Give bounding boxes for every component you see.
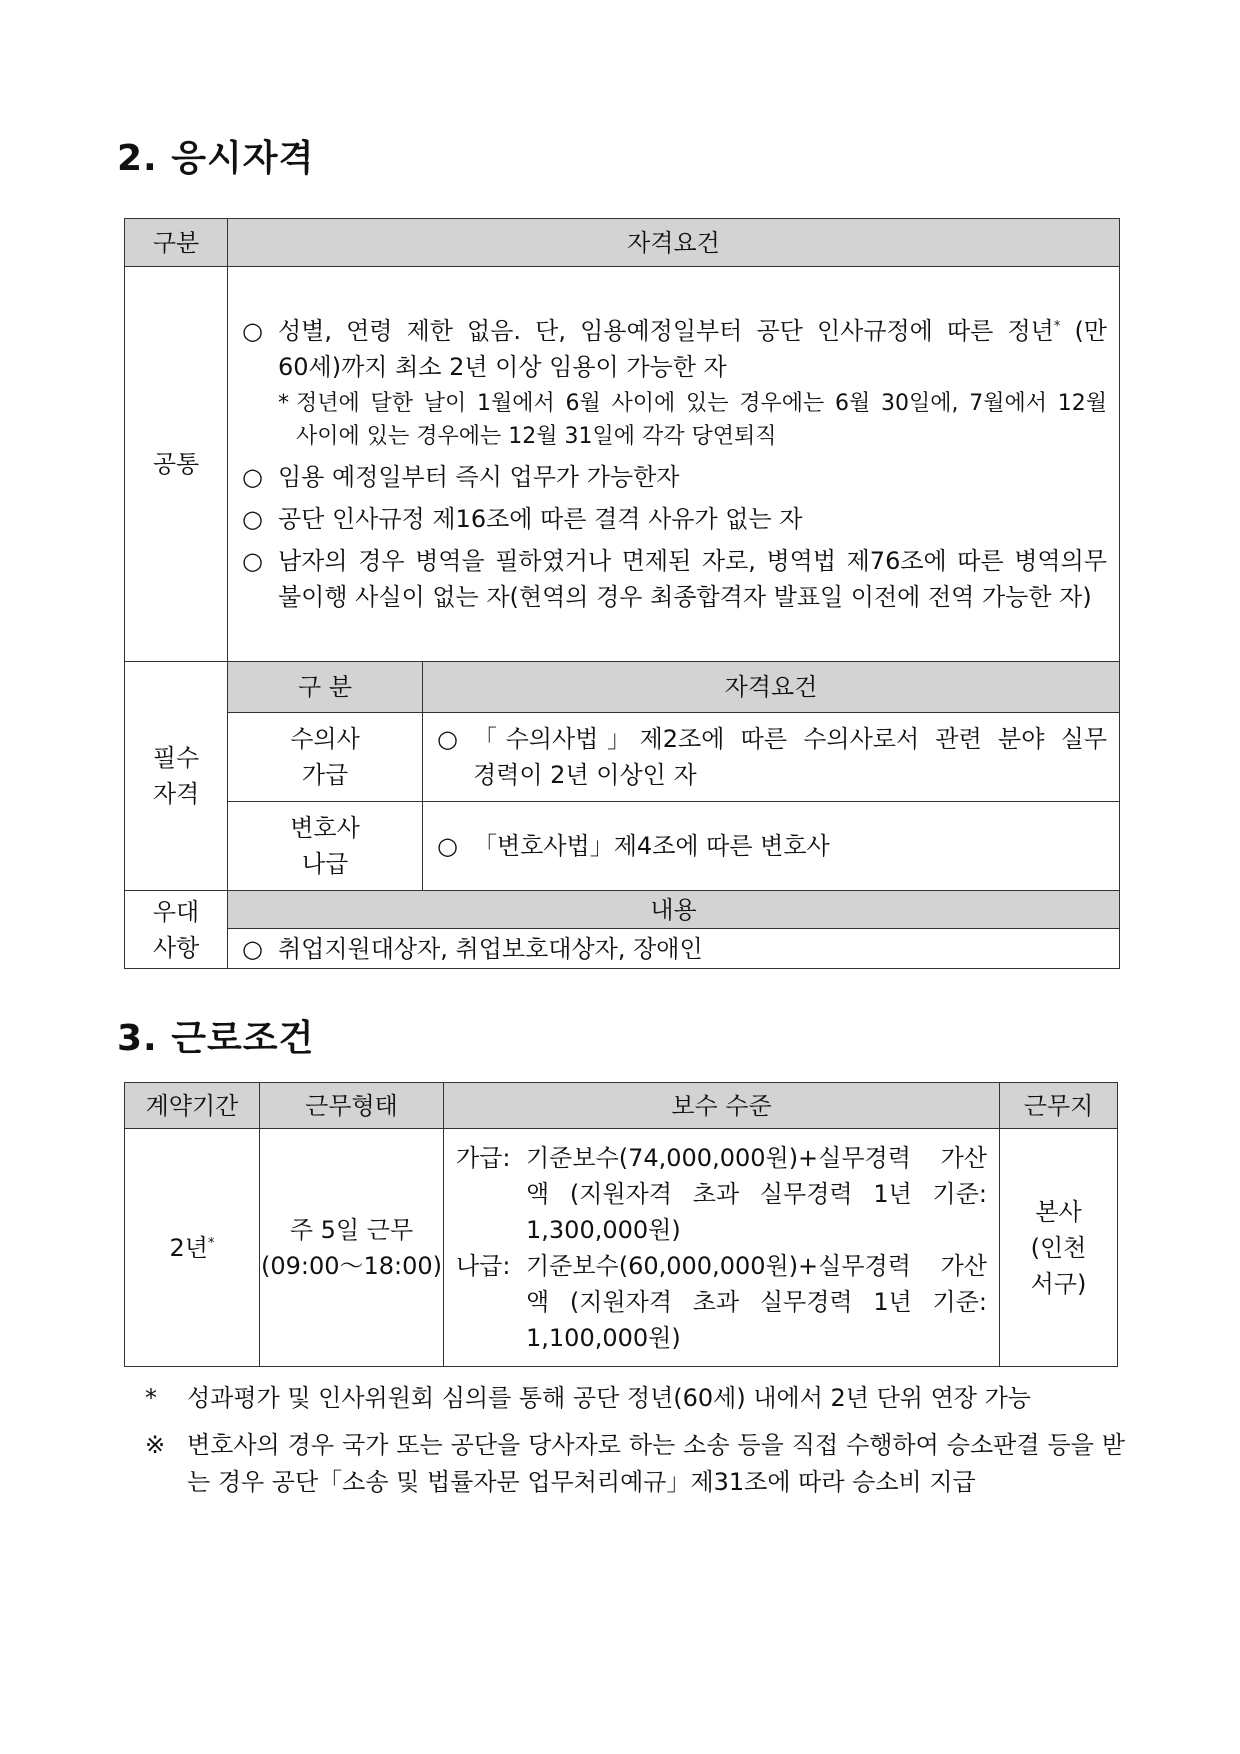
pay-grade-b: 나급: 기준보수(60,000,000원)+실무경력 가산액 (지원자격 초과 실무경력 1년 기준: 1,100,000원) xyxy=(456,1251,987,1352)
lawyer-requirement: ○ 「변호사법」제4조에 따른 변호사 xyxy=(423,801,1120,890)
header-category: 구분 xyxy=(125,219,228,267)
common-requirements xyxy=(228,267,1120,662)
sub-header-category: 구 분 xyxy=(228,662,423,712)
vet-requirement: ○ 「수의사법」제2조에 따른 수의사로서 관련 분야 실무 경력이 2년 이상인 자 xyxy=(423,712,1120,801)
preference-header: 내용 xyxy=(228,891,1120,929)
work-location: 본사 (인천 서구) xyxy=(1000,1129,1118,1367)
header-pay-level: 보수 수준 xyxy=(444,1083,1000,1129)
pay-level xyxy=(444,1129,1000,1367)
vet-type: 수의사 가급 xyxy=(228,712,423,801)
header-work-type: 근무형태 xyxy=(260,1083,444,1129)
common-label: 공통 xyxy=(125,267,228,662)
pay-grade-a: 가급: 기준보수(74,000,000원)+실무경력 가산액 (지원자격 초과 실무경력 1년 기준: 1,300,000원) xyxy=(456,1143,987,1244)
common-item-3: ○ 공단 인사규정 제16조에 따른 결격 사유가 없는 자 xyxy=(242,505,803,533)
footnote-lawsuit-bonus: ※ 변호사의 경우 국가 또는 공단을 당사자로 하는 소송 등을 직접 수행하여 승소판결 등을 받는 경우 공단「소송 및 법률자문 업무처리예규」제31조에 따라 승소비 지급 xyxy=(145,1431,1125,1497)
footnote-extension: * 성과평가 및 인사위원회 심의를 통해 공단 정년(60세) 내에서 2년 단위 연장 가능 xyxy=(145,1384,1031,1412)
header-requirements: 자격요건 xyxy=(228,219,1120,267)
header-location: 근무지 xyxy=(1000,1083,1118,1129)
retirement-note: * 정년에 달한 날이 1월에서 6월 사이에 있는 경우에는 6월 30일에, 7월에서 12월 사이에 있는 경우에는 12월 31일에 각각 당연퇴직 xyxy=(278,391,1107,449)
contract-period: 2년* xyxy=(125,1129,260,1367)
common-item-4: ○ 남자의 경우 병역을 필하였거나 면제된 자로, 병역법 제76조에 따른 병역의무 불이행 사실이 없는 자(현역의 경우 최종합격자 발표일 이전에 전역 가능한 자) xyxy=(242,547,1107,611)
lawyer-type: 변호사 나급 xyxy=(228,801,423,890)
common-item-2: ○ 임용 예정일부터 즉시 업무가 가능한자 xyxy=(242,463,680,491)
header-contract-period: 계약기간 xyxy=(125,1083,260,1129)
required-subtable xyxy=(228,662,1119,890)
preference-label: 우대 사항 xyxy=(125,891,228,969)
section-3-title: 3. 근로조건 xyxy=(117,1018,315,1059)
working-conditions-table xyxy=(124,1082,1118,1367)
sub-header-requirements: 자격요건 xyxy=(423,662,1120,712)
qualification-table xyxy=(124,218,1120,969)
work-type: 주 5일 근무 (09:00～18:00) xyxy=(260,1129,444,1367)
section-2-title: 2. 응시자격 xyxy=(117,138,315,179)
required-label: 필수 자격 xyxy=(125,662,228,891)
preference-content: ○ 취업지원대상자, 취업보호대상자, 장애인 xyxy=(228,929,1120,969)
common-item-1: ○ 성별, 연령 제한 없음. 단, 임용예정일부터 공단 인사규정에 따른 정년* (만 60세)까지 최소 2년 이상 임용이 가능한 자 * 정년에 달한 날이 1월에서 6월 사이에 있는 경우에는 6월 30일에, 7월에서 12월 사이에 있는 경우에는 12월 31일에 각각 당연퇴직 xyxy=(242,313,1107,453)
footnotes xyxy=(145,1380,1125,1512)
